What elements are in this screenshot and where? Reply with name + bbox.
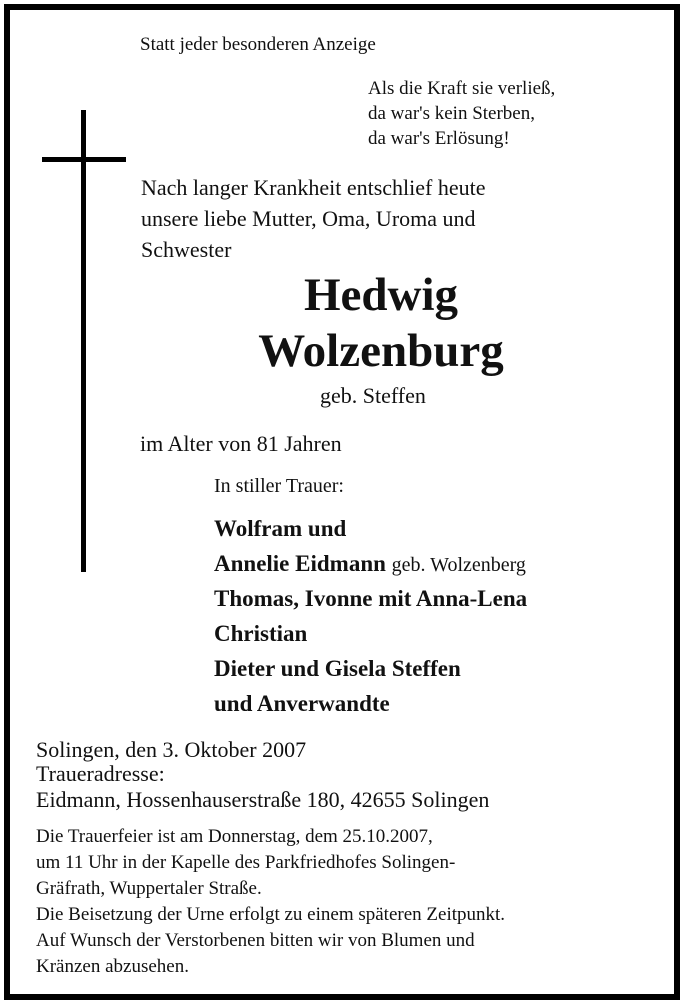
intro-line: Nach langer Krankheit entschlief heute [141, 175, 486, 200]
place-date: Solingen, den 3. Oktober 2007 [36, 737, 307, 762]
address: Eidmann, Hossenhauserstraße 180, 42655 Solingen [36, 787, 490, 812]
mourning-label: In stiller Trauer: [214, 475, 344, 497]
deceased-first-name: Hedwig [303, 269, 459, 321]
deceased-last-name: Wolzenburg [258, 325, 504, 377]
cross-icon-vertical [81, 110, 86, 572]
obituary-frame [4, 4, 680, 1000]
mourner-line: und Anverwandte [214, 691, 390, 716]
poem-line: da war's Erlösung! [368, 128, 510, 149]
intro-line: unsere liebe Mutter, Oma, Uroma und [141, 206, 476, 231]
address-label: Traueradresse: [36, 761, 165, 786]
notice-line: Kränzen abzusehen. [36, 956, 189, 977]
notice-line: Die Trauerfeier ist am Donnerstag, dem 25.10.2007, [36, 826, 433, 847]
header-text: Statt jeder besonderen Anzeige [140, 34, 376, 55]
notice-line: um 11 Uhr in der Kapelle des Parkfriedhofes Solingen- [36, 852, 456, 873]
poem-line: da war's kein Sterben, [368, 103, 535, 124]
mourner-name: Annelie Eidmann [214, 551, 386, 576]
age-line: im Alter von 81 Jahren [140, 431, 342, 456]
mourner-line [214, 547, 526, 581]
mourner-line: Dieter und Gisela Steffen [214, 656, 461, 681]
birth-name: geb. Steffen [320, 383, 426, 408]
notice-line: Gräfrath, Wuppertaler Straße. [36, 878, 262, 899]
intro-line: Schwester [141, 237, 232, 262]
poem-line: Als die Kraft sie verließ, [368, 78, 556, 99]
cross-icon-horizontal [42, 157, 126, 162]
mourner-birth-name: geb. Wolzenberg [391, 554, 526, 576]
mourner-line: Wolfram und [214, 516, 347, 541]
mourner-line: Thomas, Ivonne mit Anna-Lena [214, 586, 528, 611]
notice-line: Die Beisetzung der Urne erfolgt zu einem späteren Zeitpunkt. [36, 904, 506, 925]
notice-line: Auf Wunsch der Verstorbenen bitten wir von Blumen und [36, 930, 475, 951]
mourner-line: Christian [214, 621, 308, 646]
